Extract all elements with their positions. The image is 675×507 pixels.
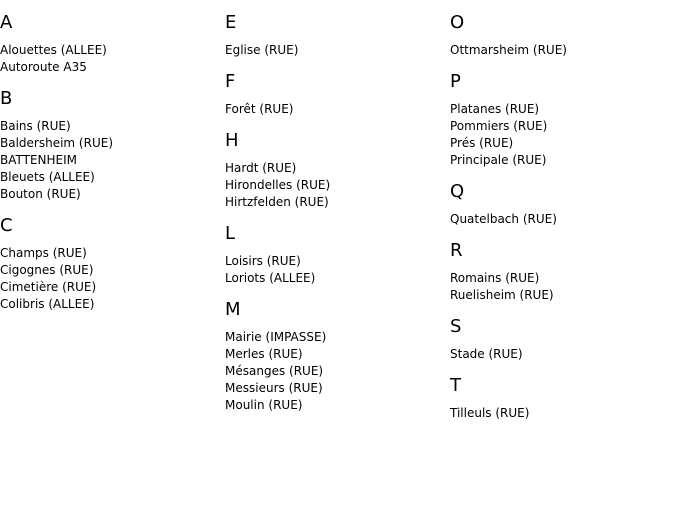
letter-heading: E <box>225 12 237 33</box>
street-list <box>450 101 670 169</box>
street-link[interactable]: Mésanges (RUE) <box>225 364 324 378</box>
street-list <box>225 253 445 287</box>
letter-group <box>0 12 220 76</box>
letter-group <box>0 88 220 203</box>
letter-group <box>225 12 445 59</box>
street-list <box>225 160 445 211</box>
street-link[interactable]: Romains (RUE) <box>450 271 540 285</box>
letter-heading: M <box>225 299 241 320</box>
street-link[interactable]: Cigognes (RUE) <box>0 263 94 277</box>
street-list <box>450 211 670 228</box>
street-link[interactable]: Messieurs (RUE) <box>225 381 323 395</box>
street-link[interactable]: Merles (RUE) <box>225 347 303 361</box>
street-link[interactable]: Hirtzfelden (RUE) <box>225 195 329 209</box>
street-index-column <box>450 0 670 422</box>
street-link[interactable]: Bleuets (ALLEE) <box>0 170 95 184</box>
street-link[interactable]: Bains (RUE) <box>0 119 71 133</box>
street-link[interactable]: Cimetière (RUE) <box>0 280 97 294</box>
street-link[interactable]: Champs (RUE) <box>0 246 87 260</box>
letter-group <box>225 71 445 118</box>
street-link[interactable]: Loisirs (RUE) <box>225 254 301 268</box>
street-link[interactable]: BATTENHEIM <box>0 153 78 167</box>
street-list <box>450 42 670 59</box>
letter-heading: T <box>450 375 461 396</box>
letter-group <box>450 71 670 169</box>
street-link[interactable]: Eglise (RUE) <box>225 43 299 57</box>
street-link[interactable]: Ottmarsheim (RUE) <box>450 43 567 57</box>
letter-group <box>450 316 670 363</box>
street-link[interactable]: Loriots (ALLEE) <box>225 271 316 285</box>
street-link[interactable]: Prés (RUE) <box>450 136 514 150</box>
street-link[interactable]: Platanes (RUE) <box>450 102 540 116</box>
street-link[interactable]: Stade (RUE) <box>450 347 523 361</box>
street-link[interactable]: Alouettes (ALLEE) <box>0 43 107 57</box>
street-list <box>225 101 445 118</box>
letter-heading: P <box>450 71 461 92</box>
street-list <box>0 42 220 76</box>
letter-heading: A <box>0 12 13 33</box>
street-link[interactable]: Tilleuls (RUE) <box>450 406 530 420</box>
street-link[interactable]: Hirondelles (RUE) <box>225 178 331 192</box>
street-link[interactable]: Mairie (IMPASSE) <box>225 330 327 344</box>
street-index-column <box>225 0 445 414</box>
letter-group <box>450 181 670 228</box>
street-list <box>225 42 445 59</box>
street-list <box>225 329 445 414</box>
street-list <box>0 245 220 313</box>
letter-heading: H <box>225 130 239 151</box>
letter-group <box>0 215 220 313</box>
street-list <box>450 405 670 422</box>
street-link[interactable]: Autoroute A35 <box>0 60 87 74</box>
letter-heading: L <box>225 223 236 244</box>
street-link[interactable]: Hardt (RUE) <box>225 161 297 175</box>
letter-heading: F <box>225 71 236 92</box>
street-index-column <box>0 0 220 313</box>
street-link[interactable]: Colibris (ALLEE) <box>0 297 95 311</box>
street-link[interactable]: Ruelisheim (RUE) <box>450 288 554 302</box>
letter-group <box>225 130 445 211</box>
letter-heading: C <box>0 215 13 236</box>
letter-group <box>450 240 670 304</box>
street-link[interactable]: Baldersheim (RUE) <box>0 136 113 150</box>
letter-heading: B <box>0 88 13 109</box>
letter-heading: O <box>450 12 465 33</box>
street-list <box>0 118 220 203</box>
letter-group <box>225 299 445 414</box>
street-link[interactable]: Quatelbach (RUE) <box>450 212 557 226</box>
street-link[interactable]: Principale (RUE) <box>450 153 547 167</box>
letter-heading: S <box>450 316 462 337</box>
street-list <box>450 346 670 363</box>
street-link[interactable]: Bouton (RUE) <box>0 187 81 201</box>
letter-heading: R <box>450 240 463 261</box>
letter-group <box>450 375 670 422</box>
letter-heading: Q <box>450 181 465 202</box>
street-link[interactable]: Forêt (RUE) <box>225 102 294 116</box>
letter-group <box>225 223 445 287</box>
street-list <box>450 270 670 304</box>
letter-group <box>450 12 670 59</box>
street-link[interactable]: Pommiers (RUE) <box>450 119 548 133</box>
street-link[interactable]: Moulin (RUE) <box>225 398 303 412</box>
